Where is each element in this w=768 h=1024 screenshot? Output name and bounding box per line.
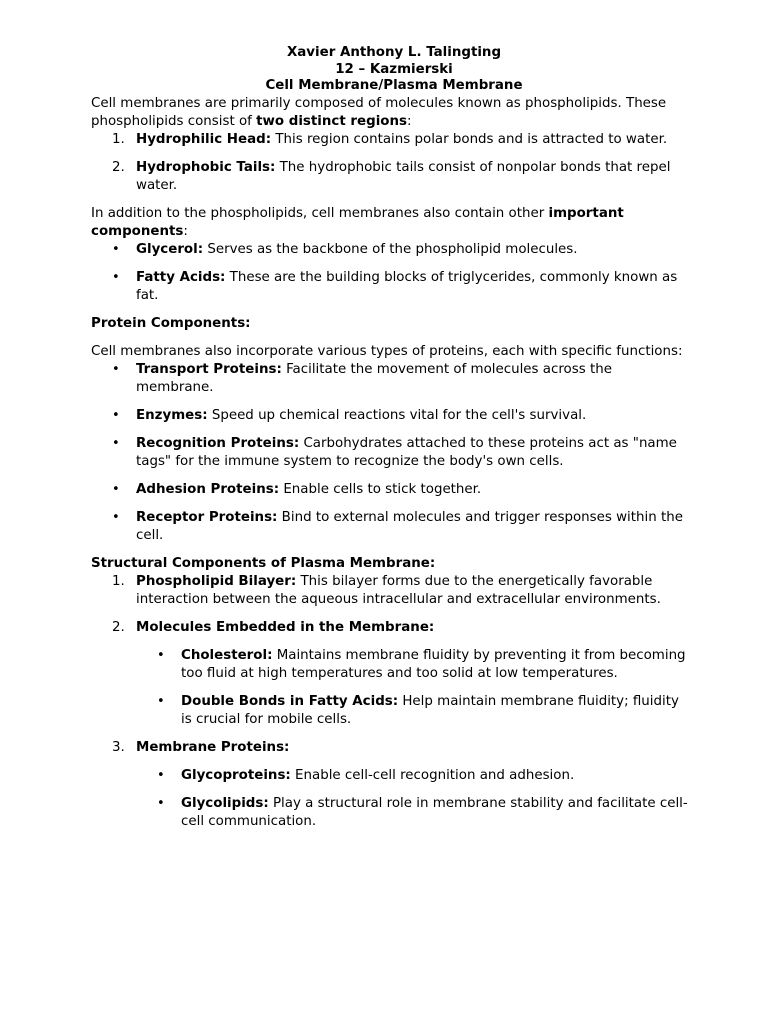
components-end: : <box>183 223 188 239</box>
components-list <box>91 241 691 305</box>
document-title: Cell Membrane/Plasma Membrane <box>265 78 523 93</box>
item-desc: Help maintain membrane fluidity; fluidity is crucial for mobile cells. <box>181 693 679 727</box>
item-term: Recognition Proteins: <box>136 435 300 451</box>
item-number: 1. <box>112 131 125 147</box>
document-header <box>91 45 691 95</box>
item-desc: Speed up chemical reactions vital for the cell's survival. <box>207 407 587 423</box>
document-body <box>91 45 691 831</box>
list-item <box>91 509 691 545</box>
components-text: In addition to the phospholipids, cell membranes also contain other <box>91 205 549 221</box>
list-item <box>136 647 691 683</box>
item-number: 3. <box>112 739 125 755</box>
item-desc: The hydrophobic tails consist of nonpolar bonds that repel water. <box>136 159 671 193</box>
structural-list <box>91 573 691 831</box>
item-desc: Enable cells to stick together. <box>279 481 482 497</box>
item-term: Enzymes: <box>136 407 208 423</box>
bullet-icon: • <box>112 509 120 525</box>
list-item <box>91 131 691 149</box>
item-term: Hydrophilic Head: <box>136 131 272 147</box>
protein-intro: Cell membranes also incorporate various types of proteins, each with specific functions: <box>91 343 683 359</box>
item-desc: These are the building blocks of triglycerides, commonly known as fat. <box>136 269 678 303</box>
item-term: Glycoproteins: <box>181 767 291 783</box>
item-desc: This region contains polar bonds and is attracted to water. <box>271 131 668 147</box>
item-term: Hydrophobic Tails: <box>136 159 276 175</box>
bullet-icon: • <box>112 407 120 423</box>
list-item <box>91 361 691 397</box>
class-section: 12 – Kazmierski <box>335 61 453 77</box>
author-name: Xavier Anthony L. Talingting <box>286 45 502 60</box>
item-number: 2. <box>112 159 125 175</box>
list-item <box>91 407 691 425</box>
item-desc: Bind to external molecules and trigger responses within the cell. <box>136 509 683 543</box>
proteins-list <box>91 361 691 545</box>
intro-bold: two distinct regions <box>256 113 407 129</box>
bullet-icon: • <box>112 269 120 285</box>
embedded-molecules-list <box>136 647 691 729</box>
list-item <box>136 693 691 729</box>
list-item <box>91 159 691 195</box>
structural-heading-text: Structural Components of Plasma Membrane: <box>91 555 436 571</box>
bullet-icon: • <box>157 795 165 811</box>
protein-heading-text: Protein Components: <box>91 315 251 331</box>
bullet-icon: • <box>112 361 120 377</box>
item-term: Phospholipid Bilayer: <box>136 573 297 589</box>
bullet-icon: • <box>157 767 165 783</box>
bullet-icon: • <box>112 241 120 257</box>
item-term: Glycolipids: <box>181 795 269 811</box>
components-paragraph <box>91 205 691 241</box>
item-desc: Carbohydrates attached to these proteins act as "name tags" for the immune system to recognize the body's own cells. <box>136 435 677 469</box>
bullet-icon: • <box>112 481 120 497</box>
bullet-icon: • <box>157 693 165 709</box>
item-desc: Enable cell-cell recognition and adhesion. <box>290 767 575 783</box>
components-bold: important components <box>91 205 624 239</box>
list-item <box>91 739 691 831</box>
intro-end: : <box>407 113 412 129</box>
list-item <box>91 241 691 259</box>
bullet-icon: • <box>112 435 120 451</box>
item-term: Adhesion Proteins: <box>136 481 280 497</box>
item-desc: Facilitate the movement of molecules across the membrane. <box>136 361 612 395</box>
item-desc: Maintains membrane fluidity by preventing it from becoming too fluid at high temperatures and too solid at low temperatures. <box>181 647 686 681</box>
intro-text: Cell membranes are primarily composed of molecules known as phospholipids. These phospholipids consist of <box>91 95 667 129</box>
item-term: Glycerol: <box>136 241 204 257</box>
item-number: 1. <box>112 573 125 589</box>
item-term: Double Bonds in Fatty Acids: <box>181 693 399 709</box>
intro-paragraph <box>91 95 691 131</box>
list-item <box>136 795 691 831</box>
item-desc: Play a structural role in membrane stability and facilitate cell-cell communication. <box>181 795 688 829</box>
membrane-proteins-list <box>136 767 691 831</box>
protein-heading <box>91 315 691 333</box>
structural-heading <box>91 555 691 573</box>
item-desc: Serves as the backbone of the phospholipid molecules. <box>203 241 578 257</box>
list-item <box>91 435 691 471</box>
item-term: Cholesterol: <box>181 647 273 663</box>
item-term: Molecules Embedded in the Membrane: <box>136 619 435 635</box>
item-term: Membrane Proteins: <box>136 739 290 755</box>
item-desc: This bilayer forms due to the energetically favorable interaction between the aqueous intracellular and extracellular environments. <box>136 573 661 607</box>
item-number: 2. <box>112 619 125 635</box>
item-term: Transport Proteins: <box>136 361 282 377</box>
list-item <box>91 269 691 305</box>
list-item <box>136 767 691 785</box>
list-item <box>91 619 691 729</box>
regions-list <box>91 131 691 195</box>
list-item <box>91 573 691 609</box>
item-term: Receptor Proteins: <box>136 509 278 525</box>
bullet-icon: • <box>157 647 165 663</box>
list-item <box>91 481 691 499</box>
item-term: Fatty Acids: <box>136 269 226 285</box>
